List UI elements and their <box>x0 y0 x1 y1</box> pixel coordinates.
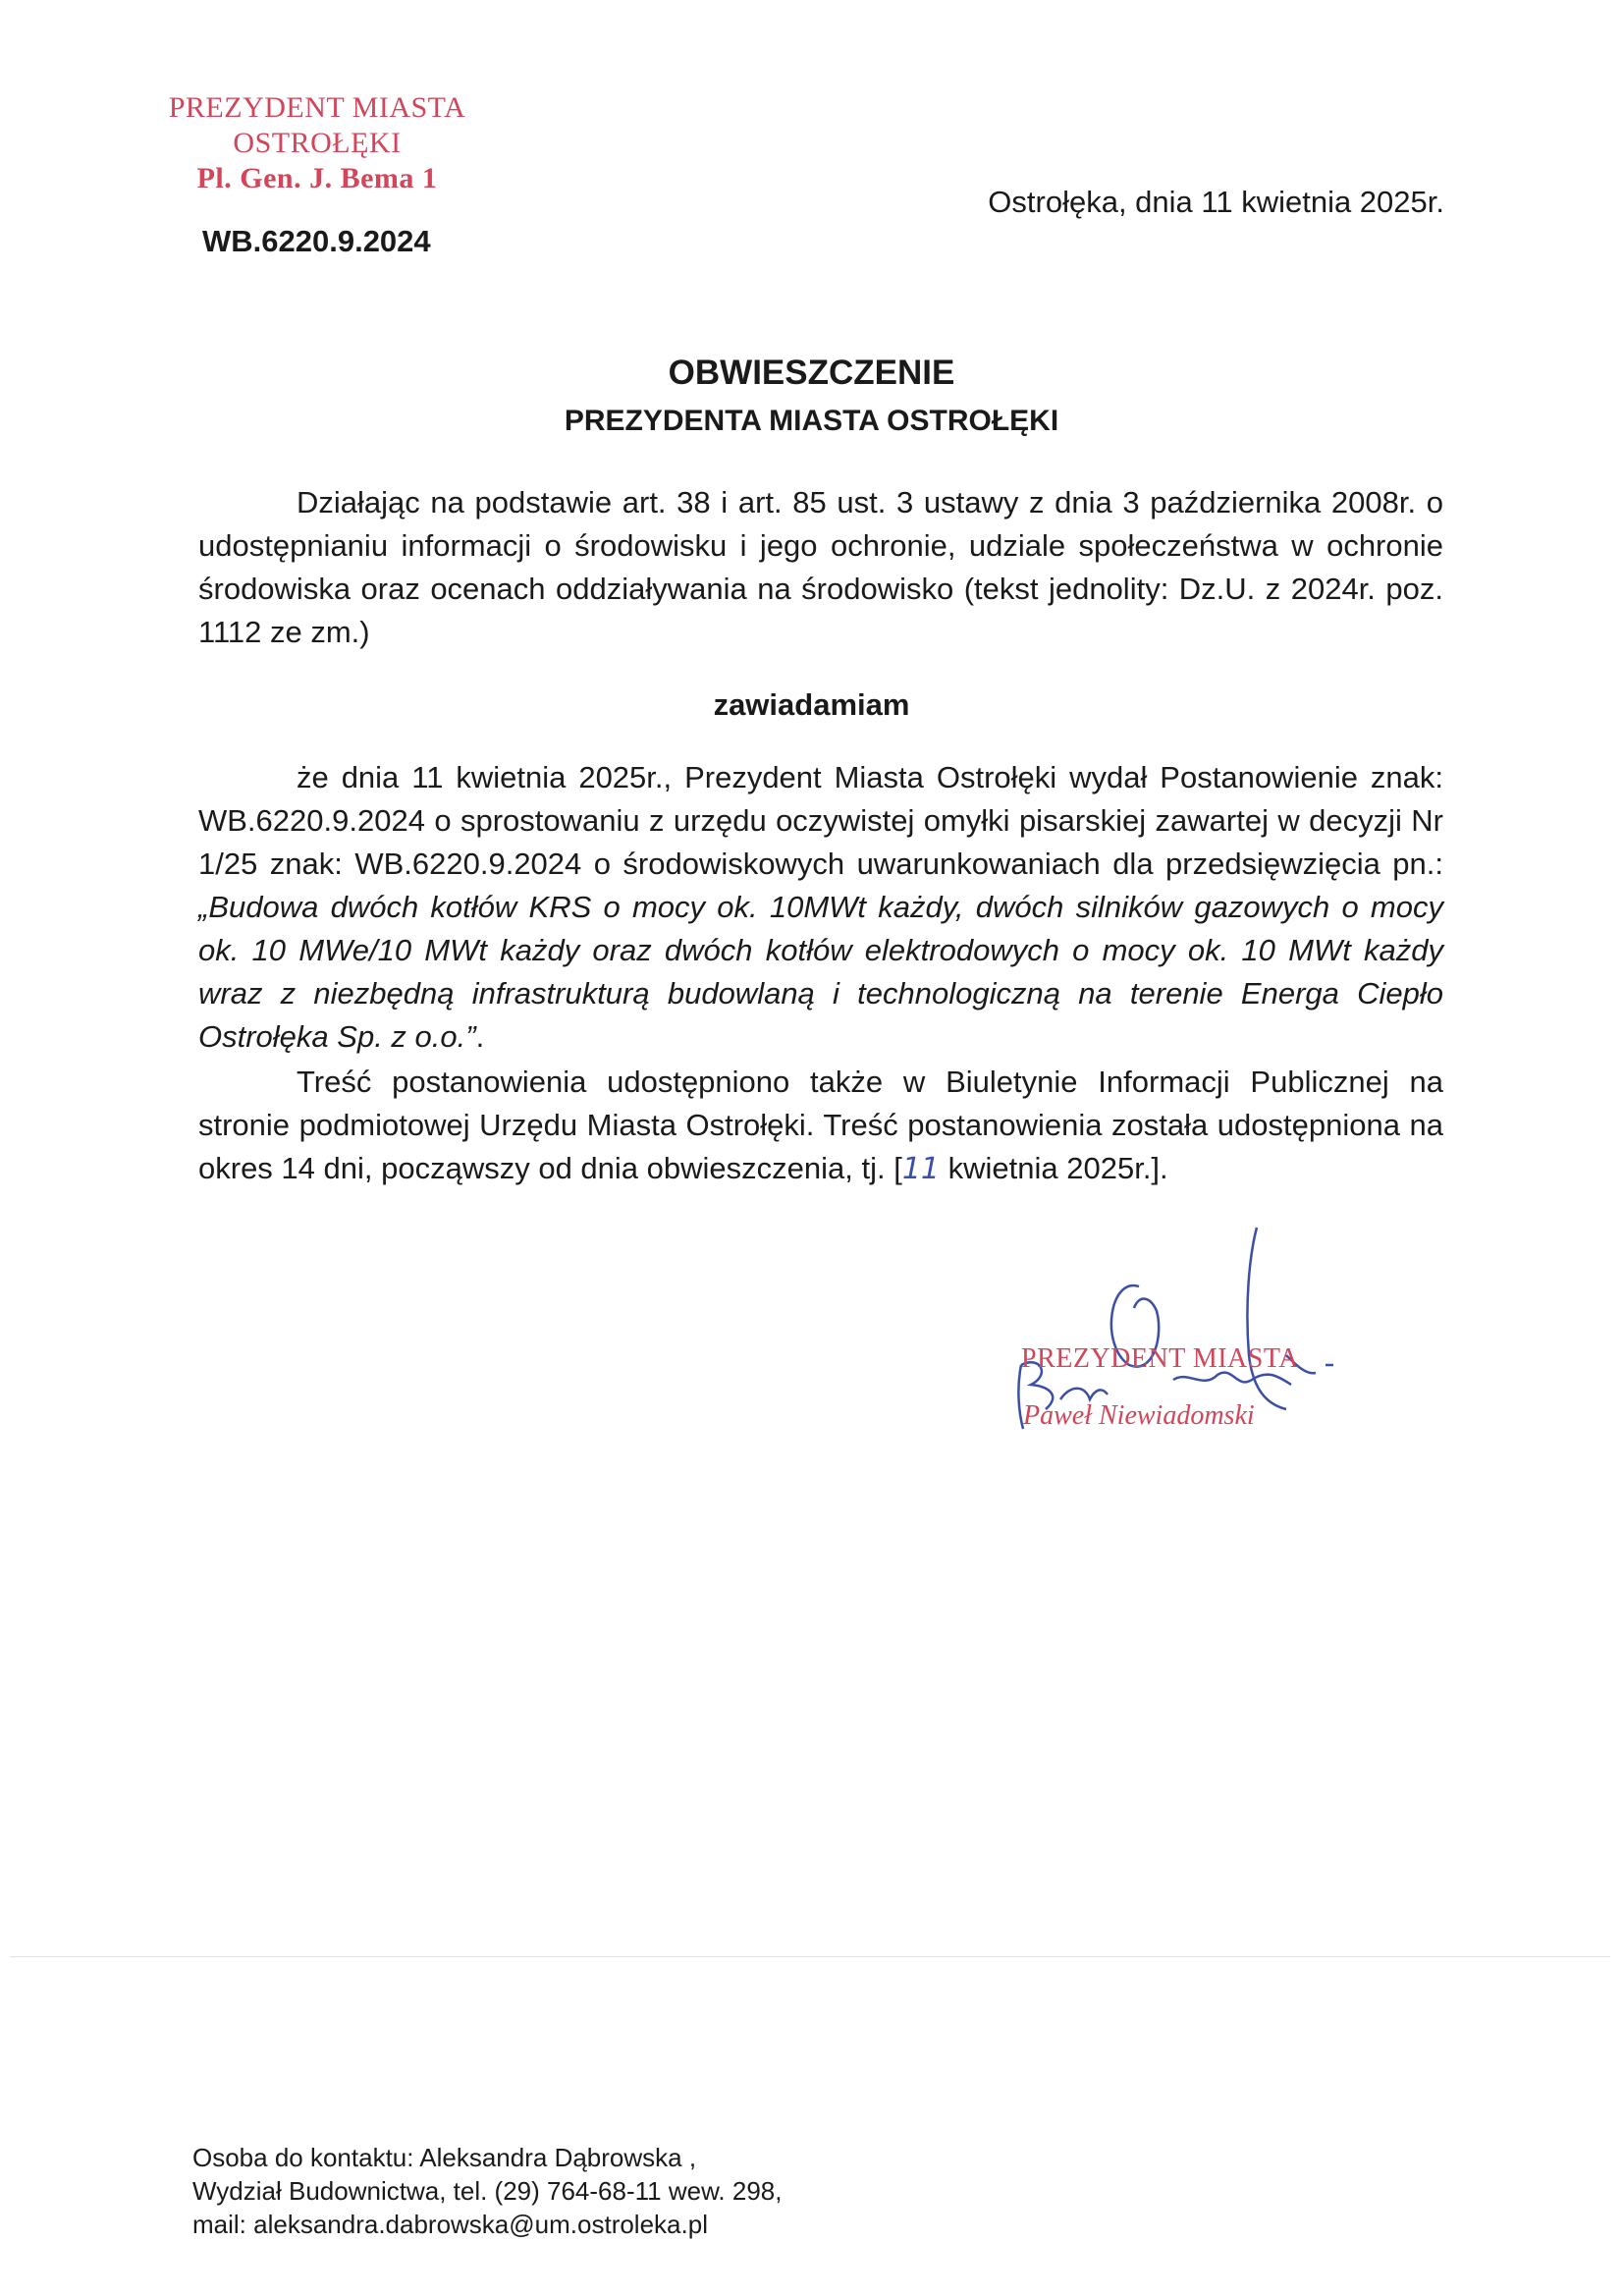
office-stamp <box>126 90 509 196</box>
stamp-line-3: Pl. Gen. J. Bema 1 <box>196 162 438 194</box>
paragraph-publication <box>198 1061 1443 1191</box>
signature-block <box>992 1218 1345 1453</box>
paragraph-legal-basis: Działając na podstawie art. 38 i art. 85 ust. 3 ustawy z dnia 3 października 2008r. o udostępnianiu informacji o środowisku i jego ochronie, udziale społeczeństwa w ochronie środowiska oraz ocenach oddziaływania na środowisko (tekst jednolity: Dz.U. z 2024r. poz. 1112 ze zm.) <box>198 485 1443 649</box>
project-name-quote: „Budowa dwóch kotłów KRS o mocy ok. 10MWt każdy, dwóch silników gazowych o mocy ok. 10 MWe/10 MWt każdy oraz dwóch kotłów elektrodowych o mocy ok. 10 MWt każdy wraz z niezbędną infrastrukturą budowlaną i technologiczną na terenie Energa Ciepło Ostrołęka Sp. z o.o.” <box>198 890 1443 1054</box>
paragraph-decision <box>198 756 1443 1059</box>
signature-stamp-name: Paweł Niewiadomski <box>1023 1400 1255 1431</box>
handwritten-day: 11 <box>901 1152 941 1186</box>
signature-stamp-title: PREZYDENT MIASTA <box>1021 1343 1299 1374</box>
reference-number: WB.6220.9.2024 <box>202 224 431 258</box>
announcement-word: zawiadamiam <box>713 687 910 722</box>
contact-person: Osoba do kontaktu: Aleksandra Dąbrowska , <box>192 2143 697 2172</box>
document-subtitle: PREZYDENTA MIASTA OSTROŁĘKI <box>564 405 1059 437</box>
decision-lead-text: że dnia 11 kwietnia 2025r., Prezydent Miasta Ostrołęki wydał Postanowienie znak: WB.6220.9.2024 o sprostowaniu z urzędu oczywistej omyłki pisarskiej zawartej w decyzji Nr 1/25 znak: WB.6220.9.2024 o środowiskowych uwarunkowaniach dla przedsięwzięcia pn.: <box>198 760 1443 881</box>
page-divider <box>10 1956 1610 1957</box>
contact-info <box>192 2141 782 2241</box>
document-title: OBWIESZCZENIE <box>668 354 955 392</box>
publication-tail-text: kwietnia 2025r.]. <box>940 1151 1168 1185</box>
stamp-line-2: OSTROŁĘKI <box>233 127 402 159</box>
contact-department-phone: Wydział Budownictwa, tel. (29) 764-68-11 wew. 298, <box>192 2176 783 2206</box>
stamp-line-1: PREZYDENT MIASTA <box>168 91 466 124</box>
contact-email: mail: aleksandra.dabrowska@um.ostroleka.pl <box>192 2210 708 2239</box>
decision-end: . <box>475 1019 485 1054</box>
publication-lead-text: Treść postanowienia udostępniono także w Biuletynie Informacji Publicznej na stronie podmiotowej Urzędu Miasta Ostrołęki. Treść postanowienia została udostępniona na okres 14 dni, począwszy od dnia obwieszczenia, tj. [ <box>198 1065 1443 1185</box>
document-date: Ostrołęka, dnia 11 kwietnia 2025r. <box>988 185 1444 219</box>
